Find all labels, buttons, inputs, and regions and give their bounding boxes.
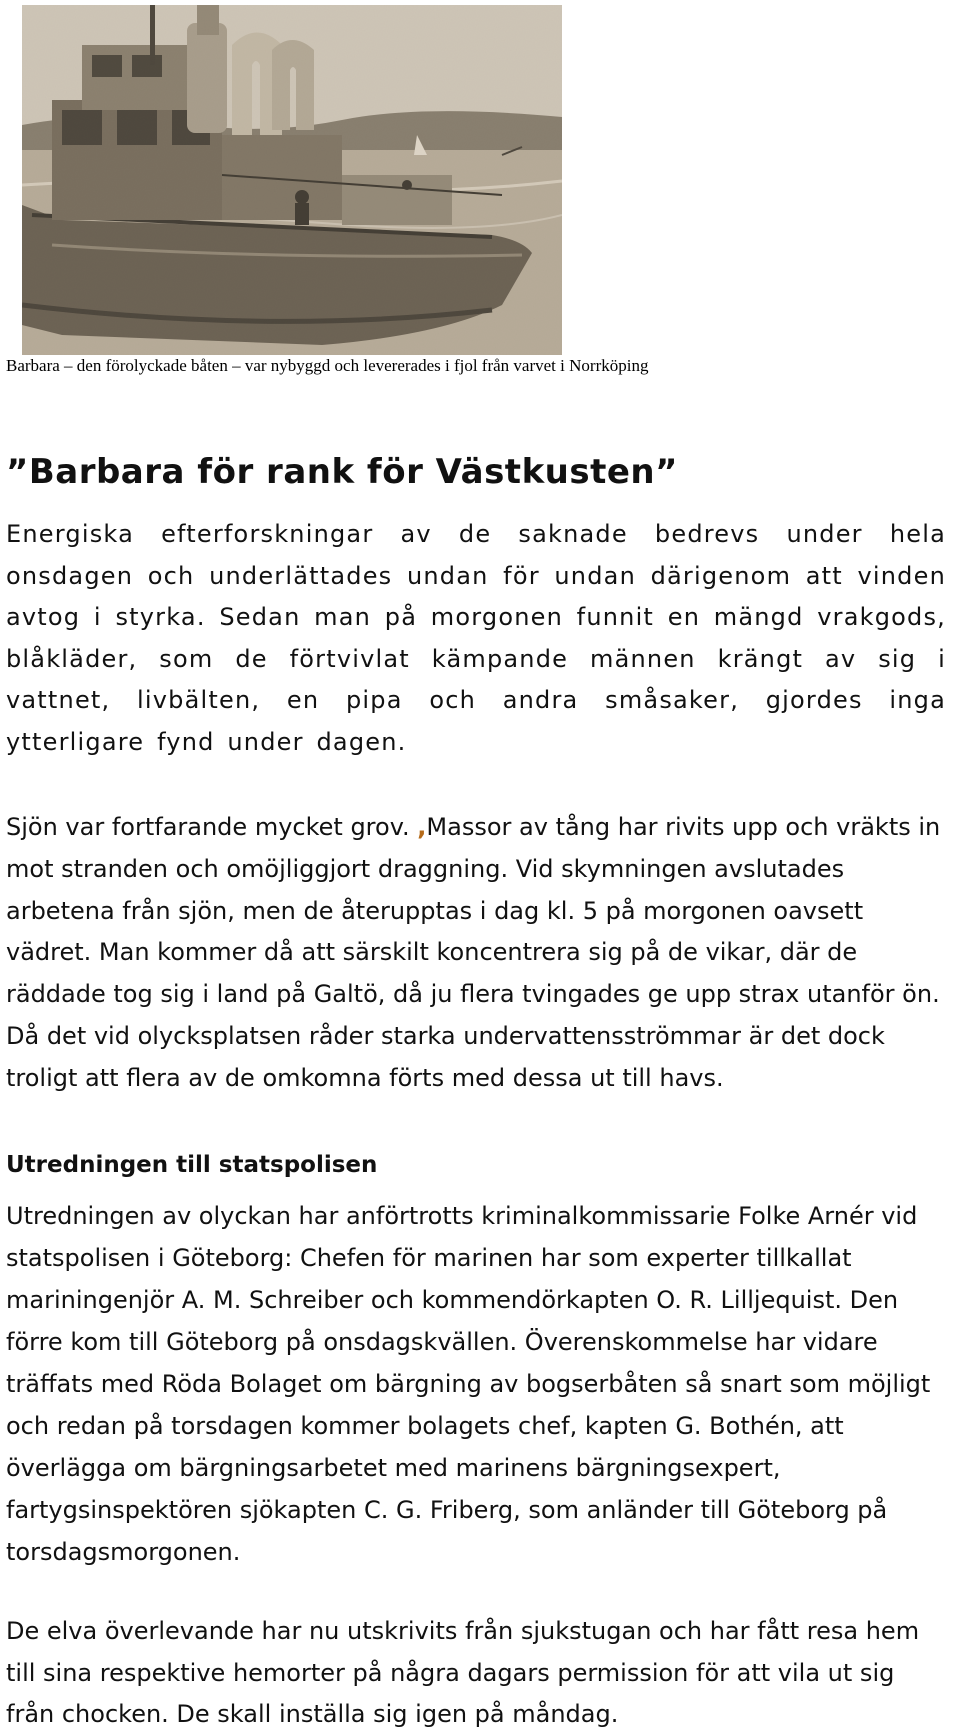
- paragraph-4-text: De elva överlevande har nu utskrivits från sjukstugan och har fått resa hem till sina respektive hemorter på några dagars permission för att vila ut sig från chocken. De skall inställa sig igen på måndag.: [6, 1617, 920, 1728]
- article-paragraph-3: [6, 1195, 946, 1573]
- boat-illustration: [22, 5, 562, 355]
- boat-photo: [22, 5, 562, 355]
- paragraph-3-text: Utredningen av olyckan har anförtrotts kriminalkommissarie Folke Arnér vid statspolisen i Göteborg: Chefen för marinen har som experter tillkallat mariningenjör A. M. Schreiber och kommendörkapten O. R. Lilljequist. Den förre kom till Göteborg på onsdagskvällen. Överenskommelse har vidare träffats med Röda Bolaget om bärgning av bogserbåten så snart som möjligt och redan på torsdagen kommer bolagets chef, kapten G. Bothén, att överlägga om bärgningsarbetet med marinens bärgningsexpert, fartygsinspektören sjökapten C. G. Friberg, som anländer till Göteborg på torsdagsmorgonen.: [6, 1202, 931, 1566]
- paragraph-2-part-2: Massor av tång har rivits upp och vräkts in mot stranden och omöjliggjort draggning. Vid skymningen avslutades arbetena från sjön, men de återupptas i dag kl. 5 på morgonen oavsett vädret. Man kommer då att särskilt koncentrera sig på de vikar, där de räddade tog sig i land på Galtö, då ju flera tvingades ge upp strax utanför ön. Då det vid olycksplatsen råder starka undervattensströmmar är det dock troligt att flera av de omkomna förts med dessa ut till havs.: [6, 813, 941, 1092]
- article-paragraph-1: [6, 514, 946, 763]
- paragraph-2-text: [6, 807, 946, 1100]
- article-headline: ”Barbara för rank för Västkusten”: [6, 452, 678, 492]
- paragraph-1-text: Energiska efterforskningar av de saknade bedrevs under hela onsdagen och underlättades undan för undan därigenom att vinden avtog i styrka. Sedan man på morgonen funnit en mängd vrakgods, blåkläder, som de förtvivlat kämpande männen krängt av sig i vattnet, livbälten, en pipa och andra småsaker, gjordes inga ytterligare fynd under dagen.: [6, 520, 946, 756]
- article-paragraph-2: [6, 807, 946, 1100]
- paragraph-2-part-1: Sjön var fortfarande mycket grov.: [6, 813, 418, 841]
- paragraph-2-mark: ,: [417, 813, 427, 841]
- photo-caption: Barbara – den förolyckade båten – var nybyggd och levererades i fjol från varvet i Norrköping: [6, 356, 649, 375]
- article-paragraph-4: [6, 1611, 946, 1736]
- subheading: Utredningen till statspolisen: [6, 1152, 378, 1178]
